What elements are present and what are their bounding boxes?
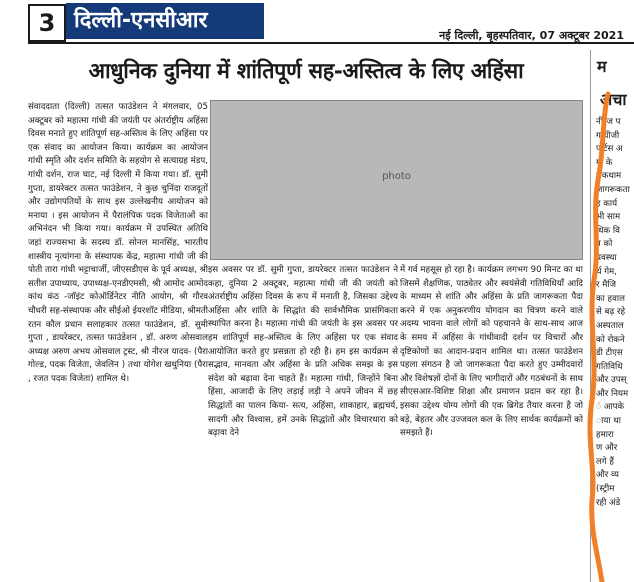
side-article-line: गांधीजी: [596, 130, 620, 141]
page-number: 3: [28, 4, 66, 42]
article-column-1: [28, 101, 208, 579]
side-article-line: र मैजि: [596, 280, 616, 291]
paragraph: इस अवसर पर डॉ. सुमी गुप्ता, डायरेक्टर तत्सत फाउंडेशन ने कहा, दुनिया 2 अक्टूबर, महात्मा गांधी जी की जयंती को अंतर्राष्ट्रीय अहिंसा दिवस के रूप में मनाती है, जिसका उद्देश्य अहिंसा और शांति के सिद्धांत की सार्वभौमिक प्रासंगिकता स्थापित करना है। महात्मा गांधी की जयंती के इस अवसर पर हम शांतिपूर्ण सह-अस्तित्व के लिए अहिंसा पर एक संवाद आयोजित करते हुए प्रसन्नता हो रही है। हम इस कार्यक्रम से सद्भाव, मानवता और अहिंसा के प्रति अधिक समझ के इस संदेश को बढ़ावा देना चाहते हैं। महात्मा गांधी, जिन्होंने बिना हिंसा, आजादी के लिए लड़ाई लड़ी ने अपने जीवन में छह सिद्धांतों का पालन किया- सत्य, अहिंसा, शाकाहार, ब्रह्मचर्य, सादगी और विश्वास, हमें उनके सिद्धांतों और विचारधारा को बढ़ावा देने: [208, 265, 398, 439]
side-article-line: यवस्था: [596, 252, 617, 263]
side-article-line: और उपस्: [596, 375, 627, 386]
side-article-line: को रोकने: [596, 334, 625, 345]
side-article-line: न को: [596, 239, 613, 250]
side-article-line: रोकथाम: [596, 171, 622, 182]
header-rule: [28, 42, 634, 44]
side-article-line: ह कार्य: [596, 198, 618, 209]
side-article-line: धिक वि: [596, 225, 620, 236]
page-header: [0, 0, 634, 40]
dateline: नई दिल्ली, बृहस्पतिवार, 07 अक्टूबर 2021: [439, 29, 624, 42]
side-article-line: से बढ़ रहे: [596, 307, 626, 318]
side-article-title-line-2: अचा: [600, 90, 627, 109]
article-column-2: [208, 264, 398, 580]
side-article-line: डी टीएस: [596, 348, 623, 359]
column-divider: [590, 50, 591, 582]
side-article-line: भी साम: [596, 212, 621, 223]
side-article-line: और व्य: [596, 470, 619, 481]
paragraph: में गर्व महसूस हो रहा है। कार्यक्रम लगभग 90 मिनट का था जिसमें शैक्षणिक, पाठ्येतर और स्वयंसेवी गतिविधियाँ आदि के माध्यम से शांति और अहिंसा के प्रति जागरूकता पैदा करने में एक अनुकरणीय योगदान का चित्रण करने वाले अदम्य भावना वाले लोगों को पहचानने के साथ-साथ आज के समय में अहिंसा के गांधीवादी दर्शन पर विचारों और दृष्टिकोणों का आदान-प्रदान शामिल था। तत्सत फाउंडेशन पहला संगठन है जो जागरूकता पैदा करते हुए उम्मीदवारों और विशेषज्ञों दोनों के लिए भागीदारों और गठबंधनों के साथ सीएसआर-विशिष्ट शिक्षा और प्रमाणन प्रदान कर रहा है। इसका उद्देश्य योग्य लोगों की एक ब्रिगेड तैयार करना है जो बड़े, बेहतर और उज्जवल कल के लिए सार्थक कार्यक्रमों को समझते हैं।: [400, 265, 583, 439]
side-article-line: ण और: [596, 443, 618, 454]
side-article-line: रही अंडे: [596, 497, 621, 508]
side-article-line: अस्पताल: [596, 320, 624, 331]
article-column-3: [400, 264, 583, 580]
photo-placeholder-label: photo: [382, 171, 411, 182]
side-article-text: [596, 116, 634, 582]
side-article-line: र्थ गेम,: [596, 266, 617, 277]
paragraph: संवाददाता (दिल्ली) तत्सत फाउंडेशन ने मंगलवार, 05 अक्टूबर को महात्मा गांधी की जयंती पर अंतर्राष्ट्रीय अहिंसा दिवस मनाते हुए शांतिपूर्ण सह-अस्तित्व के लिए अहिंसा पर एक संवाद का आयोजन किया। कार्यक्रम का आयोजन गांधी स्मृति और दर्शन समिति के सहयोग से सत्याग्रह मंडप, गांधी दर्शन, राज घाट, नई दिल्ली में किया गया। डॉ. सुमी गुप्ता, डायरेक्टर तत्सत फाउंडेशन, ने कुछ चुनिंदा राजदूतों और उद्योगपतियों के साथ इस उल्लेखनीय आयोजन को मनाया । इस आयोजन में पैरालंपिक पदक विजेताओं का अभिनंदन भी किया गया। कार्यक्रम में उपस्थित अतिथि जहां राज्यसभा के सदस्य डॉ. सोनल मानसिंह, भारतीय शास्त्रीय नृत्यांगना के संस्थापक केंद्र, महात्मा गांधी जी की पोती तारा गांधी भट्टाचार्जी, जीएसडीएस के पूर्व अध्यक्ष, श्री सतीश उपाध्याय, उपाध्यक्ष-एनडीएमसी, श्री आमोद आमोद कांथ कंठ -जॉइंट कोऑर्डिनेटर नीति आयोग, श्री गौरव चौधरी सह-संस्थापक और सीईओ ईयरशॉट मीडिया, श्रीमती रतन कौल प्रधान सलाहकार तत्सत फाउंडेशन, डॉ. सुमी गुप्ता , डायरेक्टर, तत्सत फाउंडेशन , डॉ. अरुण ओसवाल अध्यक्ष अरुण अभय ओसवाल ट्रस्ट, श्री नीरज यादव- (पैरा गोल्ड, पदक विजेता, जेवलिन ) तथा योगेश खथुनिया (पैरा , रजत पदक विजेता) शामिल थे।: [28, 102, 208, 384]
side-article-line: नीरज प: [596, 117, 621, 127]
side-article-title: म: [597, 57, 607, 76]
side-article-line: गों के: [596, 157, 613, 168]
side-article-line: जागरूकता: [596, 184, 630, 195]
side-article-line: ाया था: [596, 416, 621, 427]
side-article-line: गतिविधि: [596, 361, 623, 372]
side-article-line: का हवाल: [596, 293, 625, 304]
article-headline: आधुनिक दुनिया में शांतिपूर्ण सह-अस्तित्व के लिए अहिंसा: [88, 59, 524, 84]
side-article-line: ं आपके: [596, 402, 625, 413]
side-article-line: (स्ट्रीम: [596, 484, 615, 495]
side-article-line: लगे हैं: [596, 456, 614, 467]
side-article-line: पोर्टस अ: [596, 144, 623, 155]
side-article-line: और नियम: [596, 388, 629, 399]
side-article-line: हमारा: [596, 429, 614, 440]
article-photo: [210, 100, 583, 260]
section-title: दिल्ली-एनसीआर: [66, 3, 264, 39]
